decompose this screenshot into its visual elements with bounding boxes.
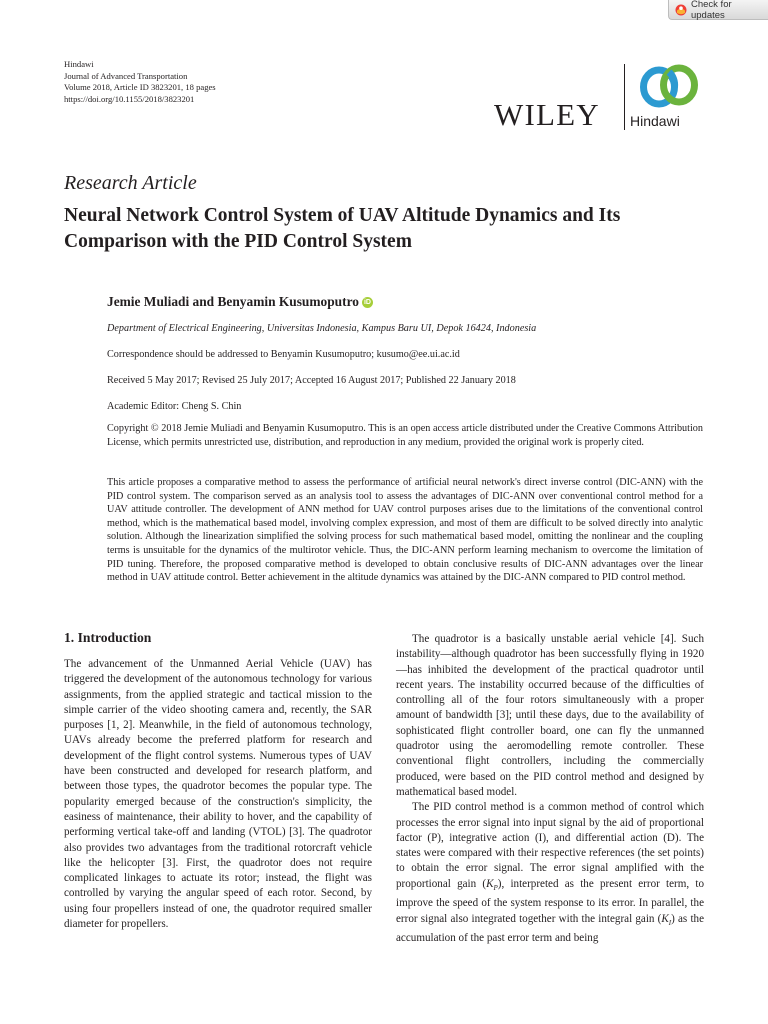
publication-dates: Received 5 May 2017; Revised 25 July 2017; Accepted 16 August 2017; Published 22 January 2018 [107,375,516,386]
article-title: Neural Network Control System of UAV Altitude Dynamics and Its Comparison with the PID Control System [64,205,621,252]
correspondence: Correspondence should be addressed to Benyamin Kusumoputro; kusumo@ee.ui.ac.id [107,349,460,360]
orcid-icon[interactable]: iD [363,298,371,306]
crossmark-icon [675,4,687,16]
author-line [107,294,373,310]
wiley-logo: WILEY [494,97,600,132]
abstract: This article proposes a comparative method to assess the performance of artificial neural network's direct inverse control (DIC-ANN) with the PID control system. The comparison served as an analysis tool to assess the advantages of DIC-ANN over conventional control method for a UAV attitude controller. The development of ANN method for UAV control purposes arises due to the limitations of the conventional control method, which is the mathematical based model, involving complex expression, and most of them are difficult to be solved directly into analytic solution. Although the linearization simplified the solving process for such mathematical based model, omitting the nonlinear and the coupling terms is unsuitable for the dynamics of the multirotor vehicle. Thus, the DIC-ANN perform learning mechanism to overcome the limitation of PID tuning. Therefore, the proposed comparative method is developed to obtain conclusive results of DIC-ANN advantages over the linear method in UAV attitude control. Better achievement in the altitude dynamics was attained by the DIC-ANN compared to PID control method. [107,477,703,584]
body-column-left [64,657,372,932]
logo-divider [624,64,625,130]
hindawi-logo-icon [636,62,702,110]
academic-editor: Academic Editor: Cheng S. Chin [107,401,242,412]
paragraph: The PID control method is a common method of control which processes the error signal into input signal by the aid of proportional factor (P), integrative action (I), and differential action (D). The states were compared with their respective references (the set points) to obtain the error signal. The error signal amplified with the proportional gain $(K_P)$, interpreted as the present error term, to improve the speed of the system response to its error. In parallel, the error signal also integrated together with the integral gain $(K_I)$ as the accumulation of the past error term and being [396,801,704,945]
kp-symbol: K [486,877,494,890]
hindawi-wordmark: Hindawi [630,113,680,129]
body-column-right [396,632,704,946]
paragraph: The quadrotor is a basically unstable aerial vehicle [4]. Such instability—although quadrotor has been successfully flying in 1920—has inhibited the development of the practical quadrotor until recent years. The instability occurred because of the difficulties of controlling all of the four rotors simultaneously with a proper amount of bandwidth [3]; until these days, due to the availability of sophisticated flight controller board, one can fly the unmanned quadrotor using the aeromodelling remote controller. These conventional flight controllers, including the commercially produced, were based on the PID control method and designed by mathematical based model. [396,633,704,798]
check-for-updates-button[interactable] [668,0,768,20]
section-heading-introduction: 1. Introduction [64,630,152,645]
volume-info: Volume 2018, Article ID 3823201, 18 pages [64,82,216,93]
check-for-updates-label: Check for updates [690,0,732,21]
article-type: Research Article [64,172,197,194]
publisher-name: Hindawi [64,59,94,69]
paragraph: The advancement of the Unmanned Aerial Vehicle (UAV) has triggered the development of the autonomous technology for various assignments, from the applied strategic and tactical mission to the simple carrier of the video shooting camera and, recently, the SAR purposes [1, 2]. Meanwhile, in the field of autonomous technology, UAVs already become the preferred platform for research and development of the flight control systems. Numerous types of UAV have been constructed and developed for research platform, and between those types, the quadrotor becomes the popular type. The popularity emerged because of the construction's simplicity, the easiness of maintenance, their ability to hover, and the capability of performing vertical take-off and landing (VTOL) [3]. The quadrotor also provides two advantages from the traditional rotorcraft vehicle like the helicopter [3]. First, the quadrotor does not require complicated linkages to actuate its rotor; instead, the flight was controlled by varying the angular speed of each rotor. Second, by using four propellers instead of one, the quadrotor required smaller diameter for propellers. [64,658,372,931]
affiliation: Department of Electrical Engineering, Universitas Indonesia, Kampus Baru UI, Depok 16424, Indonesia [107,323,537,334]
copyright-notice: Copyright © 2018 Jemie Muliadi and Benyamin Kusumoputro. This is an open access article distributed under the Creative Commons Attribution License, which permits unrestricted use, distribution, and reproduction in any medium, provided the original work is properly cited. [107,423,703,448]
ki-symbol: K [661,912,669,925]
journal-name: Journal of Advanced Transportation [64,70,188,81]
journal-meta [64,59,216,106]
author-names: Jemie Muliadi and Benyamin Kusumoputro [107,294,359,309]
doi-link[interactable]: https://doi.org/10.1155/2018/3823201 [64,94,195,105]
